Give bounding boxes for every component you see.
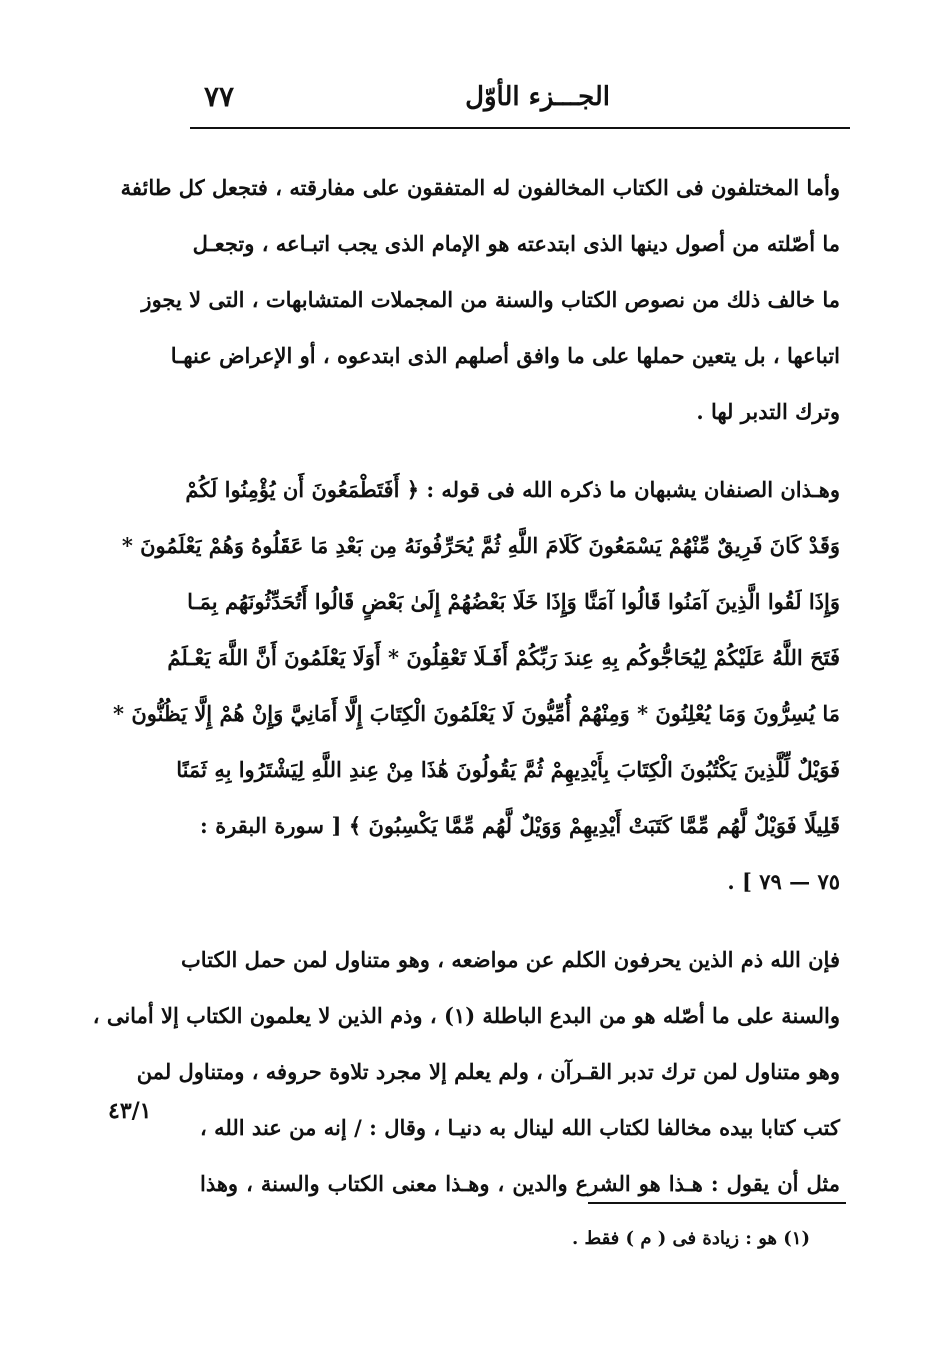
page-number: ٧٧ (204, 80, 235, 113)
text-line: والسنة على ما أصّله هو من البدع الباطلة (١) ، وذم الذين لا يعلمون الكتاب إلا أمانى ، (92, 1003, 840, 1028)
quran-line: فَتَحَ اللَّهُ عَلَيْكُمْ لِيُحَاجُّوكُم بِهِ عِندَ رَبِّكُمْ أَفَـلَا تَعْقِلُونَ * أَوَلَا يَعْلَمُونَ أَنَّ اللَّهَ يَعْـلَمُ (167, 645, 840, 670)
quran-line: وَقَدْ كَانَ فَرِيقٌ مِّنْهُمْ يَسْمَعُونَ كَلَامَ اللَّهِ ثُمَّ يُحَرِّفُونَهُ مِن بَعْدِ مَا عَقَلُوهُ وَهُمْ يَعْلَمُونَ * (121, 533, 840, 558)
text-line: وهو متناول لمن ترك تدبر القـرآن ، ولم يعلم إلا مجرد تلاوة حروفه ، ومتناول لمن (136, 1059, 840, 1084)
quran-line: وَإِذَا لَقُوا الَّذِينَ آمَنُوا قَالُوا آمَنَّا وَإِذَا خَلَا بَعْضُهُمْ إِلَىٰ بَعْضٍ قَالُوا أَتُحَدِّثُونَهُم بِمَـا (187, 589, 840, 614)
text-line: اتباعها ، بل يتعين حملها على ما وافق أصلهم الذى ابتدعوه ، أو الإعراض عنهـا (170, 343, 840, 368)
margin-folio-note: ٤٣/١ (108, 1098, 152, 1124)
quran-line: مَا يُسِرُّونَ وَمَا يُعْلِنُونَ * وَمِنْهُمْ أُمِّيُّونَ لَا يَعْلَمُونَ الْكِتَابَ إِلَّا أَمَانِيَّ وَإِنْ هُمْ إِلَّا يَظُنُّونَ * (113, 701, 840, 726)
text-line: فإن الله ذم الذين يحرفون الكلم عن مواضعه ، وهو متناول لمن حمل الكتاب (181, 947, 840, 972)
header-divider (190, 127, 850, 129)
text-line: كتب كتابا بيده مخالفا لكتاب الله لينال به دنيـا ، وقال : / إنه من عند الله ، (200, 1115, 840, 1140)
citation-line: ٧٥ — ٧٩ ] . (727, 869, 840, 894)
paragraph-1 (120, 160, 840, 440)
text-line: وهـذان الصنفان يشبهان ما ذكره الله فى قوله : ﴿ أَفَتَطْمَعُونَ أَن يُؤْمِنُوا لَكُمْ (185, 477, 840, 502)
text-line: وأما المختلفون فى الكتاب المخالفون له المتفقون على مفارقته ، فتجعل كل طائفة (120, 175, 840, 200)
text-line: مثل أن يقول : هـذا هو الشرع والدين ، وهـذا معنى الكتاب والسنة ، وهذا (200, 1171, 840, 1196)
text-line: ما خالف ذلك من نصوص الكتاب والسنة من المجملات المتشابهات ، التى لا يجوز (141, 287, 840, 312)
text-line: ما أصّلته من أصول دينها الذى ابتدعته هو الإمام الذى يجب اتبـاعه ، وتجعـل (192, 231, 840, 256)
footnote: (١) هو : زيادة فى ( م ) فقط . (571, 1228, 810, 1249)
quran-line: قَلِيلًا فَوَيْلٌ لَّهُم مِّمَّا كَتَبَتْ أَيْدِيهِمْ وَوَيْلٌ لَّهُم مِّمَّا يَكْسِبُونَ ﴾ [ سورة البقرة : (200, 813, 841, 838)
text-line: وترك التدبر لها . (696, 399, 840, 424)
quran-line: فَوَيْلٌ لِّلَّذِينَ يَكْتُبُونَ الْكِتَابَ بِأَيْدِيهِمْ ثُمَّ يَقُولُونَ هَٰذَا مِنْ عِندِ اللَّهِ لِيَشْتَرُوا بِهِ ثَمَنًا (176, 757, 840, 782)
running-title: الجـــزء الأوّل (465, 82, 610, 112)
paragraph-2 (113, 462, 841, 910)
footnote-divider (588, 1202, 846, 1204)
page-header (190, 78, 850, 126)
